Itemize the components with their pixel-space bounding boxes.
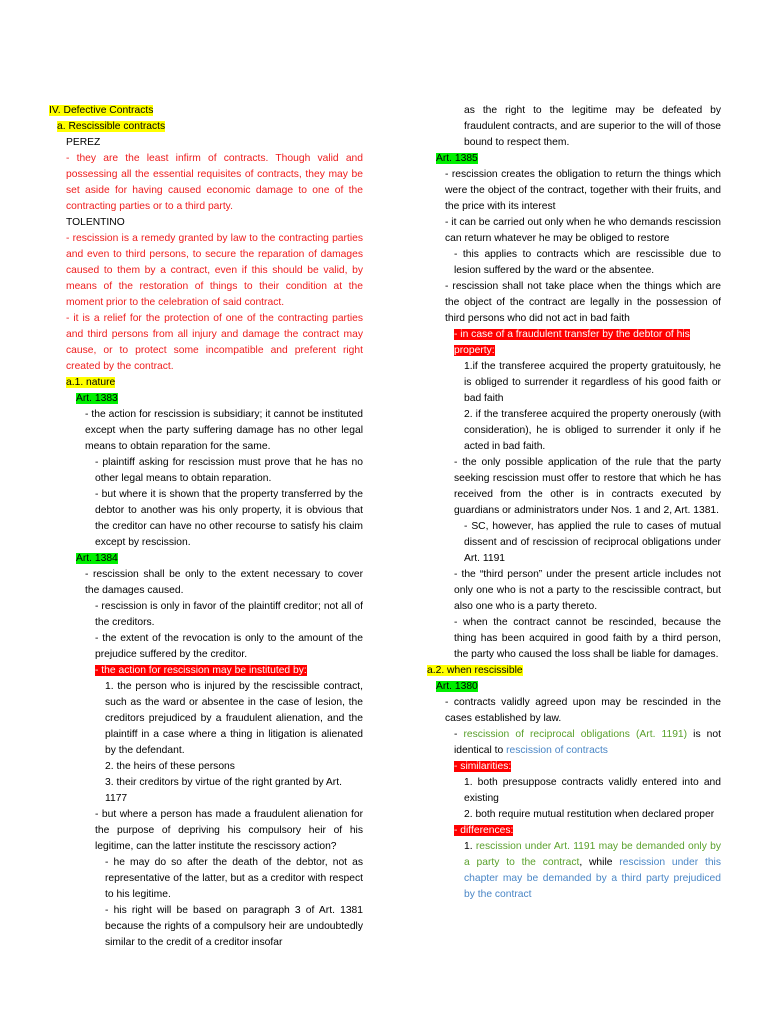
recip-green-text: rescission of reciprocal obligations (Art. 1191): [463, 729, 688, 740]
reciprocal-vs-contracts: [427, 727, 721, 759]
similarity-1: 1. both presuppose contracts validly entered into and existing: [464, 777, 721, 804]
right-column: [427, 103, 721, 903]
difference-1: [427, 839, 721, 903]
similarity-2: 2. both require mutual restitution when declared proper: [464, 809, 715, 820]
label-perez: PEREZ: [66, 137, 101, 148]
recip-mid-text: is not identical to: [454, 729, 721, 756]
instituted-by-item-1: 1. the person who is injured by the rescissible contract, such as the ward or absentee in the case of lesion, the creditors prejudiced by a fraudulent alienation, and the plaintiff in a case where a thing in litigation is alienated by the defendant.: [105, 681, 363, 756]
art1383-point-1: - the action for rescission is subsidiary; it cannot be instituted except when the party suffering damage has no other legal means to obtain reparation for the same.: [85, 409, 363, 452]
article-1385-label: Art. 1385: [436, 153, 478, 164]
art1385-point-1: - rescission creates the obligation to return the things which were the object of the contract, together with their fruits, and the price with its interest: [445, 169, 721, 212]
only-possible-application: - the only possible application of the rule that the party seeking rescission must offer to restore that which he has received from the other is in contracts executed by guardians or administrators under Nos. 1 and 2, Art. 1381.: [454, 457, 721, 516]
fraudulent-transfer-item-2: 2. if the transferee acquired the property onerously (with consideration), he is obliged to surrender it only if he acted in bad faith.: [464, 409, 721, 452]
recip-blue-text: rescission of contracts: [506, 745, 608, 756]
art1385-point-2: - it can be carried out only when he who demands rescission can return whatever he may be obliged to restore: [445, 217, 721, 244]
fraudulent-transfer-heading: - in case of a fraudulent transfer by the debtor of his property:: [454, 329, 690, 356]
heading-when-rescissible: a.2. when rescissible: [427, 665, 523, 676]
article-1380-label: Art. 1380: [436, 681, 478, 692]
tolentino-definition-1: - rescission is a remedy granted by law to the contracting parties and even to third persons, to secure the reparation of damages caused to them by a contract, even if this should be valid, by means of the restoration of things to their condition at the moment prior to the celebration of said contract.: [66, 233, 363, 308]
heading-defective-contracts: IV. Defective Contracts: [49, 105, 154, 116]
cannot-be-rescinded-note: - when the contract cannot be rescinded, because the thing has been acquired in good faith by a third person, the party who caused the loss shall be liable for damages.: [454, 617, 721, 660]
heading-rescissible-contracts: a. Rescissible contracts: [57, 121, 166, 132]
art1385-point-4: - rescission shall not take place when the things which are the object of the contract are legally in the possession of third persons who did not act in bad faith: [445, 281, 721, 324]
tolentino-definition-2: - it is a relief for the protection of one of the contracting parties and third persons from all injury and damage the contract may cause, or to protect some incompatible and preferent right created by the contract.: [66, 313, 363, 372]
diff-blue-text: rescission under this chapter may be demanded by a third party prejudiced by the contract: [464, 857, 721, 900]
sc-application: - SC, however, has applied the rule to cases of mutual dissent and of rescission of reciprocal obligations under Art. 1191: [464, 521, 721, 564]
art1384-point-3: - the extent of the revocation is only to the amount of the prejudice suffered by the creditor.: [95, 633, 363, 660]
perez-definition: - they are the least infirm of contracts. Though valid and possessing all the essential requisites of contracts, they may be set aside for having caused economic damage to one of the contracting parties or to a third party.: [66, 153, 363, 212]
recip-dash: -: [454, 729, 464, 740]
differences-heading: - differences:: [454, 825, 514, 836]
instituted-by-item-3: 3. their creditors by virtue of the right granted by Art. 1177: [105, 777, 342, 804]
fraudulent-alienation-answer-1: - he may do so after the death of the debtor, not as representative of the latter, but as a creditor with respect to his legitime.: [105, 857, 363, 900]
instituted-by-item-2: 2. the heirs of these persons: [105, 761, 235, 772]
instituted-by-heading: - the action for rescission may be instituted by:: [95, 665, 307, 676]
art1385-point-3: - this applies to contracts which are rescissible due to lesion suffered by the ward or the absentee.: [454, 249, 721, 276]
fraudulent-alienation-question: - but where a person has made a fraudulent alienation for the purpose of depriving his compulsory heir of his legitime, can the latter institute the rescissory action?: [95, 809, 363, 852]
art1384-point-2: - rescission is only in favor of the plaintiff creditor; not all of the creditors.: [95, 601, 363, 628]
third-person-note: - the “third person” under the present article includes not only one who is not a party to the rescissible contract, but also one who is a party thereto.: [454, 569, 721, 612]
art1380-point-1: - contracts validly agreed upon may be rescinded in the cases established by law.: [445, 697, 721, 724]
continued-text: as the right to the legitime may be defeated by fraudulent contracts, and are superior to the will of those bound to respect them.: [464, 105, 721, 148]
art1383-point-2: - plaintiff asking for rescission must prove that he has no other legal means to obtain reparation.: [95, 457, 363, 484]
fraudulent-alienation-answer-2: - his right will be based on paragraph 3 of Art. 1381 because the rights of a compulsory heir are undoubtedly similar to the credit of a creditor insofar: [105, 905, 363, 948]
diff-num: 1.: [464, 841, 476, 852]
art1384-point-1: - rescission shall be only to the extent necessary to cover the damages caused.: [85, 569, 363, 596]
heading-nature: a.1. nature: [66, 377, 116, 388]
article-1383-label: Art. 1383: [76, 393, 118, 404]
left-column: [49, 103, 363, 951]
diff-green-text: rescission under Art. 1191 may be demanded only by a party to the contract: [464, 841, 721, 868]
fraudulent-transfer-item-1: 1.if the transferee acquired the property gratuitously, he is obliged to surrender it regardless of his good faith or bad faith: [464, 361, 721, 404]
label-tolentino: TOLENTINO: [66, 217, 125, 228]
art1383-point-3: - but where it is shown that the property transferred by the debtor to another was his only property, it is obvious that the creditor can have no other recourse to satisfy his claim except by rescission.: [95, 489, 363, 548]
similarities-heading: - similarities:: [454, 761, 512, 772]
diff-mid-text: , while: [579, 857, 620, 868]
article-1384-label: Art. 1384: [76, 553, 118, 564]
